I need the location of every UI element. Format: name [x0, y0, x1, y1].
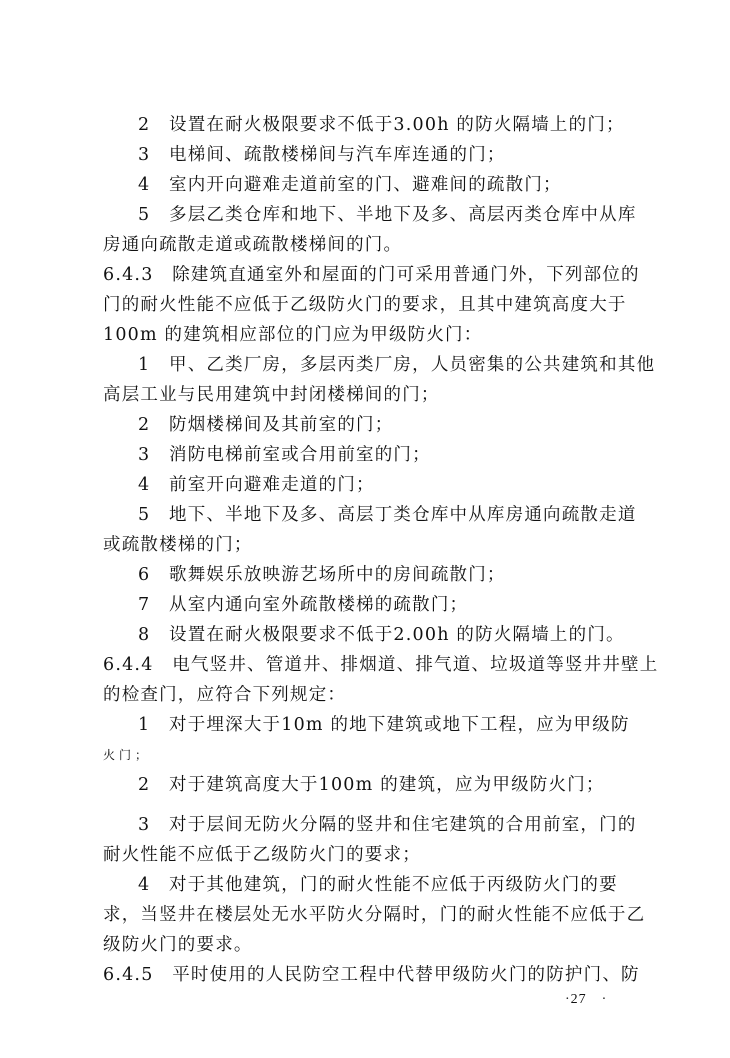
section-heading-6-4-4: 6.4.4 电气竖井、管道井、排烟道、排气道、垃圾道等竖井井壁上 — [103, 655, 659, 675]
text-line: 的检查门，应符合下列规定： — [103, 685, 347, 705]
text-line: 3 消防电梯前室或合用前室的门； — [138, 445, 431, 465]
text-line: 火门； — [103, 748, 152, 762]
section-heading-6-4-5: 6.4.5 平时使用的人民防空工程中代替甲级防火门的防护门、防 — [103, 965, 640, 985]
text-line: 1 甲、乙类厂房，多层丙类厂房，人员密集的公共建筑和其他 — [138, 355, 656, 375]
text-line: 7 从室内通向室外疏散楼梯的疏散门； — [138, 595, 469, 615]
text-line: 8 设置在耐火极限要求不低于2.00h 的防火隔墙上的门。 — [138, 625, 625, 645]
text-line: 3 对于层间无防火分隔的竖井和住宅建筑的合用前室，门的 — [138, 815, 637, 835]
text-line: 2 防烟楼梯间及其前室的门； — [138, 415, 394, 435]
text-line: 4 前室开向避难走道的门； — [138, 475, 375, 495]
text-line: 4 室内开向避难走道前室的门、避难间的疏散门； — [138, 175, 562, 195]
page-number: ·27 · — [565, 992, 608, 1007]
text-line: 2 设置在耐火极限要求不低于3.00h 的防火隔墙上的门； — [138, 115, 625, 135]
text-line: 4 对于其他建筑，门的耐火性能不应低于丙级防火门的要 — [138, 875, 618, 895]
text-line: 高层工业与民用建筑中封闭楼梯间的门； — [103, 385, 440, 405]
text-line: 5 多层乙类仓库和地下、半地下及多、高层丙类仓库中从库 — [138, 205, 637, 225]
text-line: 5 地下、半地下及多、高层丁类仓库中从库房通向疏散走道 — [138, 505, 637, 525]
text-line: 或疏散楼梯的门； — [103, 535, 253, 555]
text-line: 门的耐火性能不应低于乙级防火门的要求，且其中建筑高度大于 — [103, 295, 627, 315]
text-line: 2 对于建筑高度大于100m 的建筑，应为甲级防火门； — [138, 775, 605, 795]
text-line: 房通向疏散走道或疏散楼梯间的门。 — [103, 235, 403, 255]
text-line: 1 对于埋深大于10m 的地下建筑或地下工程，应为甲级防 — [138, 715, 630, 735]
text-line: 100m 的建筑相应部位的门应为甲级防火门： — [103, 325, 483, 345]
text-line: 耐火性能不应低于乙级防火门的要求； — [103, 845, 421, 865]
text-line: 6 歌舞娱乐放映游艺场所中的房间疏散门； — [138, 565, 506, 585]
section-heading-6-4-3: 6.4.3 除建筑直通室外和屋面的门可采用普通门外，下列部位的 — [103, 265, 640, 285]
text-line: 3 电梯间、疏散楼梯间与汽车库连通的门； — [138, 145, 506, 165]
text-line: 求，当竖井在楼层处无水平防火分隔时，门的耐火性能不应低于乙 — [103, 905, 646, 925]
text-line: 级防火门的要求。 — [103, 935, 253, 955]
